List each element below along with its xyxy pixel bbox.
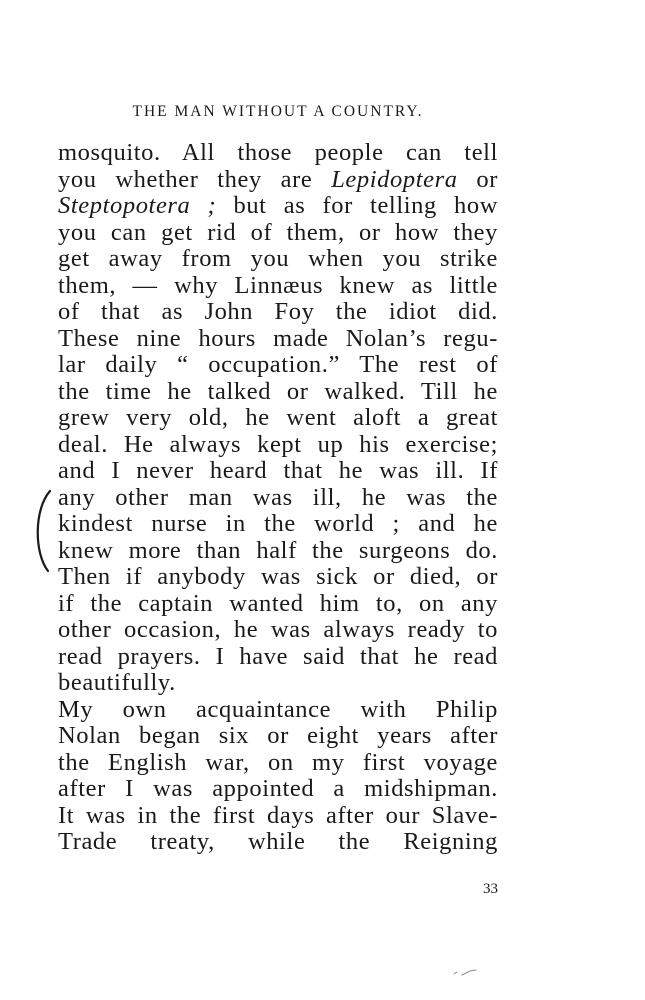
text-line: [58, 670, 498, 697]
text-line: [58, 432, 498, 459]
text-span: grew very old, he went aloft a great: [58, 404, 498, 431]
text-line: [58, 246, 498, 273]
text-span: read prayers. I have said that he read: [58, 642, 498, 670]
text-span: and I never heard that he was ill. If: [58, 457, 498, 484]
text-line: [58, 750, 498, 777]
text-line: [58, 220, 498, 247]
text-line: [58, 617, 498, 644]
text-line: [58, 723, 498, 750]
text-span: deal. He always kept up his exercise;: [58, 430, 498, 458]
text-span: Then if anybody was sick or died, or: [58, 563, 498, 590]
text-line: [58, 591, 498, 618]
text-span: lar daily “ occupation.” The rest of: [58, 351, 498, 378]
text-span: mosquito. All those people can tell: [58, 139, 498, 166]
text-span: of that as John Foy the idiot did.: [58, 298, 498, 325]
text-line: [58, 458, 498, 485]
text-line: [58, 326, 498, 353]
text-span: other occasion, he was always ready to: [58, 616, 498, 643]
text-span: you whether they are: [58, 165, 332, 193]
text-line: [58, 352, 498, 379]
text-span: any other man was ill, he was the: [58, 483, 498, 511]
page-number: 33: [483, 881, 498, 897]
text-span: It was in the first days after our Slave-: [58, 801, 498, 829]
text-line: [58, 299, 498, 326]
text-line: [58, 803, 498, 830]
text-span: the English war, on my first voyage: [58, 748, 498, 776]
text-span: knew more than half the surgeons do.: [58, 536, 498, 564]
text-span: the time he talked or walked. Till he: [58, 377, 498, 405]
text-span: you can get rid of them, or how they: [58, 218, 498, 246]
text-line: [58, 697, 498, 724]
text-span: or: [457, 165, 498, 193]
text-span: These nine hours made Nolan’s regu-: [58, 324, 498, 352]
text-line: [58, 538, 498, 565]
text-span: kindest nurse in the world ; and he: [58, 510, 498, 537]
text-line: [58, 776, 498, 803]
italic-text-span: Lepidoptera: [331, 165, 458, 193]
text-line: [58, 644, 498, 671]
text-line: [58, 273, 498, 300]
text-span: after I was appointed a midshipman.: [58, 775, 498, 802]
text-line: [58, 140, 498, 167]
text-span: but as for telling how: [216, 192, 498, 219]
text-line: [58, 564, 498, 591]
text-span: beautifully.: [58, 669, 176, 696]
margin-bracket-mark: [28, 487, 56, 575]
text-line: [58, 379, 498, 406]
text-line: [58, 829, 498, 856]
text-line: [58, 511, 498, 538]
text-span: get away from you when you strike: [58, 245, 498, 272]
text-span: if the captain wanted him to, on any: [58, 589, 498, 617]
text-span: them, — why Linnæus knew as little: [58, 271, 498, 299]
text-span: Trade treaty, while the Reigning: [58, 828, 498, 855]
italic-text-span: Steptopotera ;: [58, 192, 217, 219]
text-line: [58, 485, 498, 512]
text-span: My own acquaintance with Philip: [58, 695, 498, 723]
text-line: [58, 405, 498, 432]
text-line: [58, 193, 498, 220]
body-text: [58, 140, 498, 856]
text-span: Nolan began six or eight years after: [58, 722, 498, 749]
stray-ink-mark: [448, 966, 488, 980]
running-head: THE MAN WITHOUT A COUNTRY.: [132, 103, 424, 120]
text-line: [58, 167, 498, 194]
